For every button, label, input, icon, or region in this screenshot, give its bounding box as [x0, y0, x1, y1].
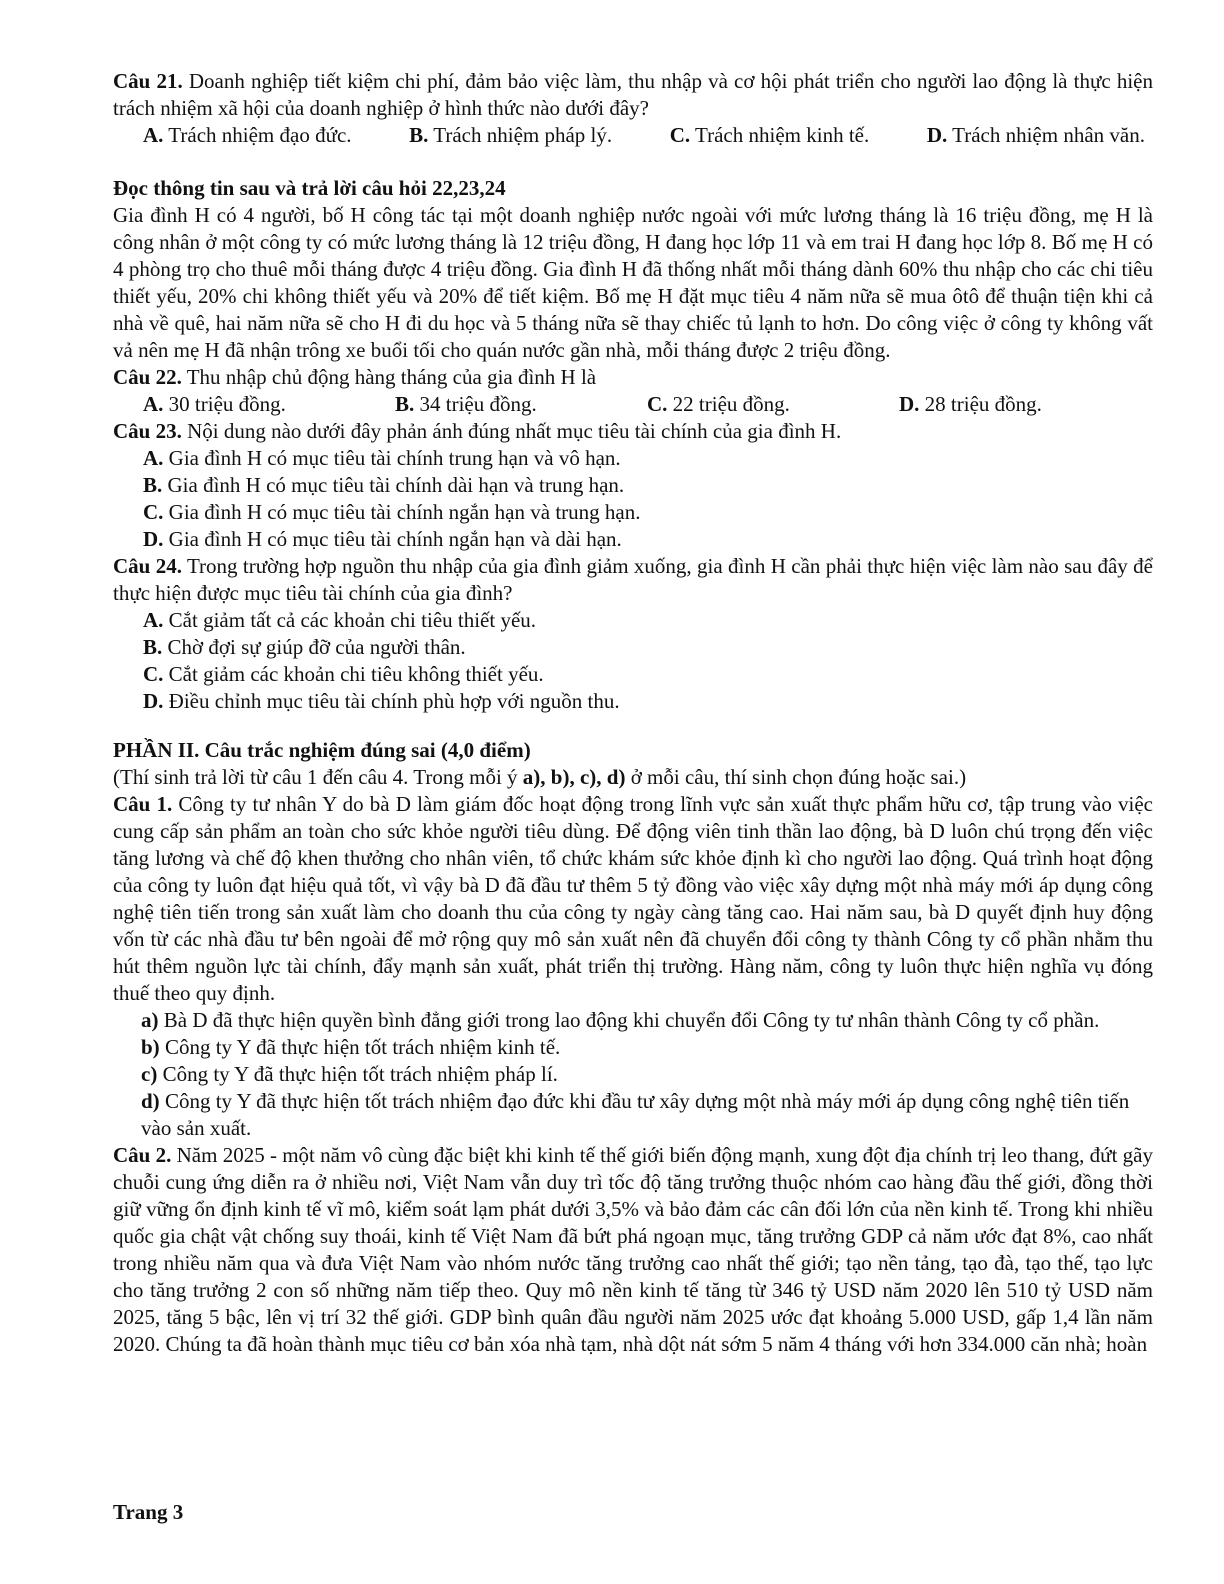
option-a: A. Gia đình H có mục tiêu tài chính trung hạn và vô hạn.	[143, 446, 621, 470]
option-c: C. Trách nhiệm kinh tế.	[669, 123, 870, 147]
question-2: Câu 2. Năm 2025 - một năm vô cùng đặc biệt khi kinh tế thế giới biến động mạnh, xung đột địa chính trị leo thang, đứt gãy chuỗi cung ứng diễn ra ở nhiều nơi, Việt Nam vẫn duy trì tốc độ tăng trưởng thuộc nhóm cao hàng đầu thế giới, đồng thời giữ vững ổn định kinh tế vĩ mô, kiểm soát lạm phát dưới 3,5% và bảo đảm các cân đối lớn của nền kinh tế. Trong khi nhiều quốc gia chật vật chống suy thoái, kinh tế Việt Nam đã bứt phá ngoạn mục, tăng trưởng GDP cả năm ước đạt 8%, cao nhất trong nhiều năm qua và đưa Việt Nam vào nhóm nước tăng trưởng cao nhất thế giới; tạo nền tảng, tạo đà, tạo thế, tạo lực cho tăng trưởng 2 con số những năm tiếp theo. Quy mô nền kinh tế tăng từ 346 tỷ USD năm 2020 lên 510 tỷ USD năm 2025, tăng 5 bậc, lên vị trí 32 thế giới. GDP bình quân đầu người năm 2025 ước đạt khoảng 5.000 USD, gấp 1,4 lần năm 2020. Chúng ta đã hoàn thành mục tiêu cơ bản xóa nhà tạm, nhà dột nát sớm 5 năm 4 tháng với hơn 334.000 căn nhà; hoàn	[113, 1143, 1153, 1356]
option-b: B. 34 triệu đồng.	[395, 392, 537, 416]
option-a: A. Cắt giảm tất cả các khoản chi tiêu thiết yếu.	[143, 608, 537, 632]
option-b: B. Gia đình H có mục tiêu tài chính dài hạn và trung hạn.	[143, 473, 625, 497]
question-21	[113, 68, 1153, 122]
reading-passage: Gia đình H có 4 người, bố H công tác tại một doanh nghiệp nước ngoài với mức lương tháng là 16 triệu đồng, mẹ H là công nhân ở một công ty có mức lương tháng là 12 triệu đồng, H đang học lớp 11 và em trai H đang học lớp 8. Bố mẹ H có 4 phòng trọ cho thuê mỗi tháng được 4 triệu đồng. Gia đình H đã thống nhất mỗi tháng dành 60% thu nhập cho các chi tiêu thiết yếu, 20% chi không thiết yếu và 20% để tiết kiệm. Bố mẹ H đặt mục tiêu 4 năm nữa sẽ mua ôtô để thuận tiện khi cả nhà về quê, hai năm nữa sẽ cho H đi du học và 5 tháng nữa sẽ thay chiếc tủ lạnh to hơn. Do công việc ở công ty không vất vả nên mẹ H đã nhận trông xe buổi tối cho quán nước gần nhà, mỗi tháng được 2 triệu đồng.	[113, 203, 1153, 362]
question-label: Câu 21.	[113, 69, 183, 93]
option-b: B. Trách nhiệm pháp lý.	[409, 123, 613, 147]
option-c: C. Gia đình H có mục tiêu tài chính ngắn hạn và trung hạn.	[143, 500, 641, 524]
option-b: B. Chờ đợi sự giúp đỡ của người thân.	[143, 635, 466, 659]
exam-page	[113, 68, 1153, 1358]
statement-a: a) Bà D đã thực hiện quyền bình đẳng giới trong lao động khi chuyển đổi Công ty tư nhân thành Công ty cổ phần.	[141, 1008, 1100, 1032]
question-21-options	[113, 122, 1153, 149]
option-d: D. Trách nhiệm nhân văn.	[926, 123, 1145, 147]
option-c: C. Cắt giảm các khoản chi tiêu không thiết yếu.	[143, 662, 544, 686]
question-22-options	[113, 391, 1153, 418]
option-c: C. 22 triệu đồng.	[647, 392, 790, 416]
part-2-instructions: (Thí sinh trả lời từ câu 1 đến câu 4. Trong mỗi ý a), b), c), d) ở mỗi câu, thí sinh chọn đúng hoặc sai.)	[113, 765, 967, 789]
question-22: Câu 22. Thu nhập chủ động hàng tháng của gia đình H là	[113, 365, 597, 389]
option-a: A. 30 triệu đồng.	[143, 392, 286, 416]
page-number: Trang 3	[113, 1500, 184, 1524]
question-23: Câu 23. Nội dung nào dưới đây phản ánh đúng nhất mục tiêu tài chính của gia đình H.	[113, 419, 842, 443]
question-text: Doanh nghiệp tiết kiệm chi phí, đảm bảo việc làm, thu nhập và cơ hội phát triển cho người lao động là thực hiện trách nhiệm xã hội của doanh nghiệp ở hình thức nào dưới đây?	[113, 69, 1153, 120]
part-2-heading: PHẦN II. Câu trắc nghiệm đúng sai (4,0 điểm)	[113, 738, 531, 762]
option-a: A. Trách nhiệm đạo đức.	[143, 123, 352, 147]
question-1: Câu 1. Công ty tư nhân Y do bà D làm giám đốc hoạt động trong lĩnh vực sản xuất thực phẩm hữu cơ, tập trung vào việc cung cấp sản phẩm an toàn cho sức khỏe người tiêu dùng. Để động viên tinh thần lao động, bà D luôn chú trọng đến việc tăng lương và chế độ khen thưởng cho nhân viên, tổ chức khám sức khỏe định kì cho người lao động. Quá trình hoạt động của công ty luôn đạt hiệu quả tốt, vì vậy bà D đã đầu tư thêm 5 tỷ đồng vào việc xây dựng một nhà máy mới áp dụng công nghệ tiên tiến trong sản xuất làm cho doanh thu của công ty ngày càng tăng cao. Hai năm sau, bà D quyết định huy động vốn từ các nhà đầu tư bên ngoài để mở rộng quy mô sản xuất nên đã chuyển đổi công ty thành Công ty cổ phần nhằm thu hút thêm nguồn lực tài chính, đẩy mạnh sản xuất, phát triển thị trường. Hàng năm, công ty luôn thực hiện nghĩa vụ đóng thuế theo quy định.	[113, 792, 1153, 1005]
question-24: Câu 24. Trong trường hợp nguồn thu nhập của gia đình giảm xuống, gia đình H cần phải thực hiện việc làm nào sau đây để thực hiện được mục tiêu tài chính của gia đình?	[113, 554, 1153, 605]
statement-d: d) Công ty Y đã thực hiện tốt trách nhiệm đạo đức khi đầu tư xây dựng một nhà máy mới áp dụng công nghệ tiên tiến vào sản xuất.	[141, 1089, 1130, 1140]
option-d: D. 28 triệu đồng.	[899, 392, 1042, 416]
option-d: D. Điều chỉnh mục tiêu tài chính phù hợp với nguồn thu.	[143, 689, 620, 713]
statement-c: c) Công ty Y đã thực hiện tốt trách nhiệm pháp lí.	[141, 1062, 558, 1086]
reading-heading: Đọc thông tin sau và trả lời câu hỏi 22,23,24	[113, 176, 506, 200]
option-d: D. Gia đình H có mục tiêu tài chính ngắn hạn và dài hạn.	[143, 527, 622, 551]
statement-b: b) Công ty Y đã thực hiện tốt trách nhiệm kinh tế.	[141, 1035, 561, 1059]
